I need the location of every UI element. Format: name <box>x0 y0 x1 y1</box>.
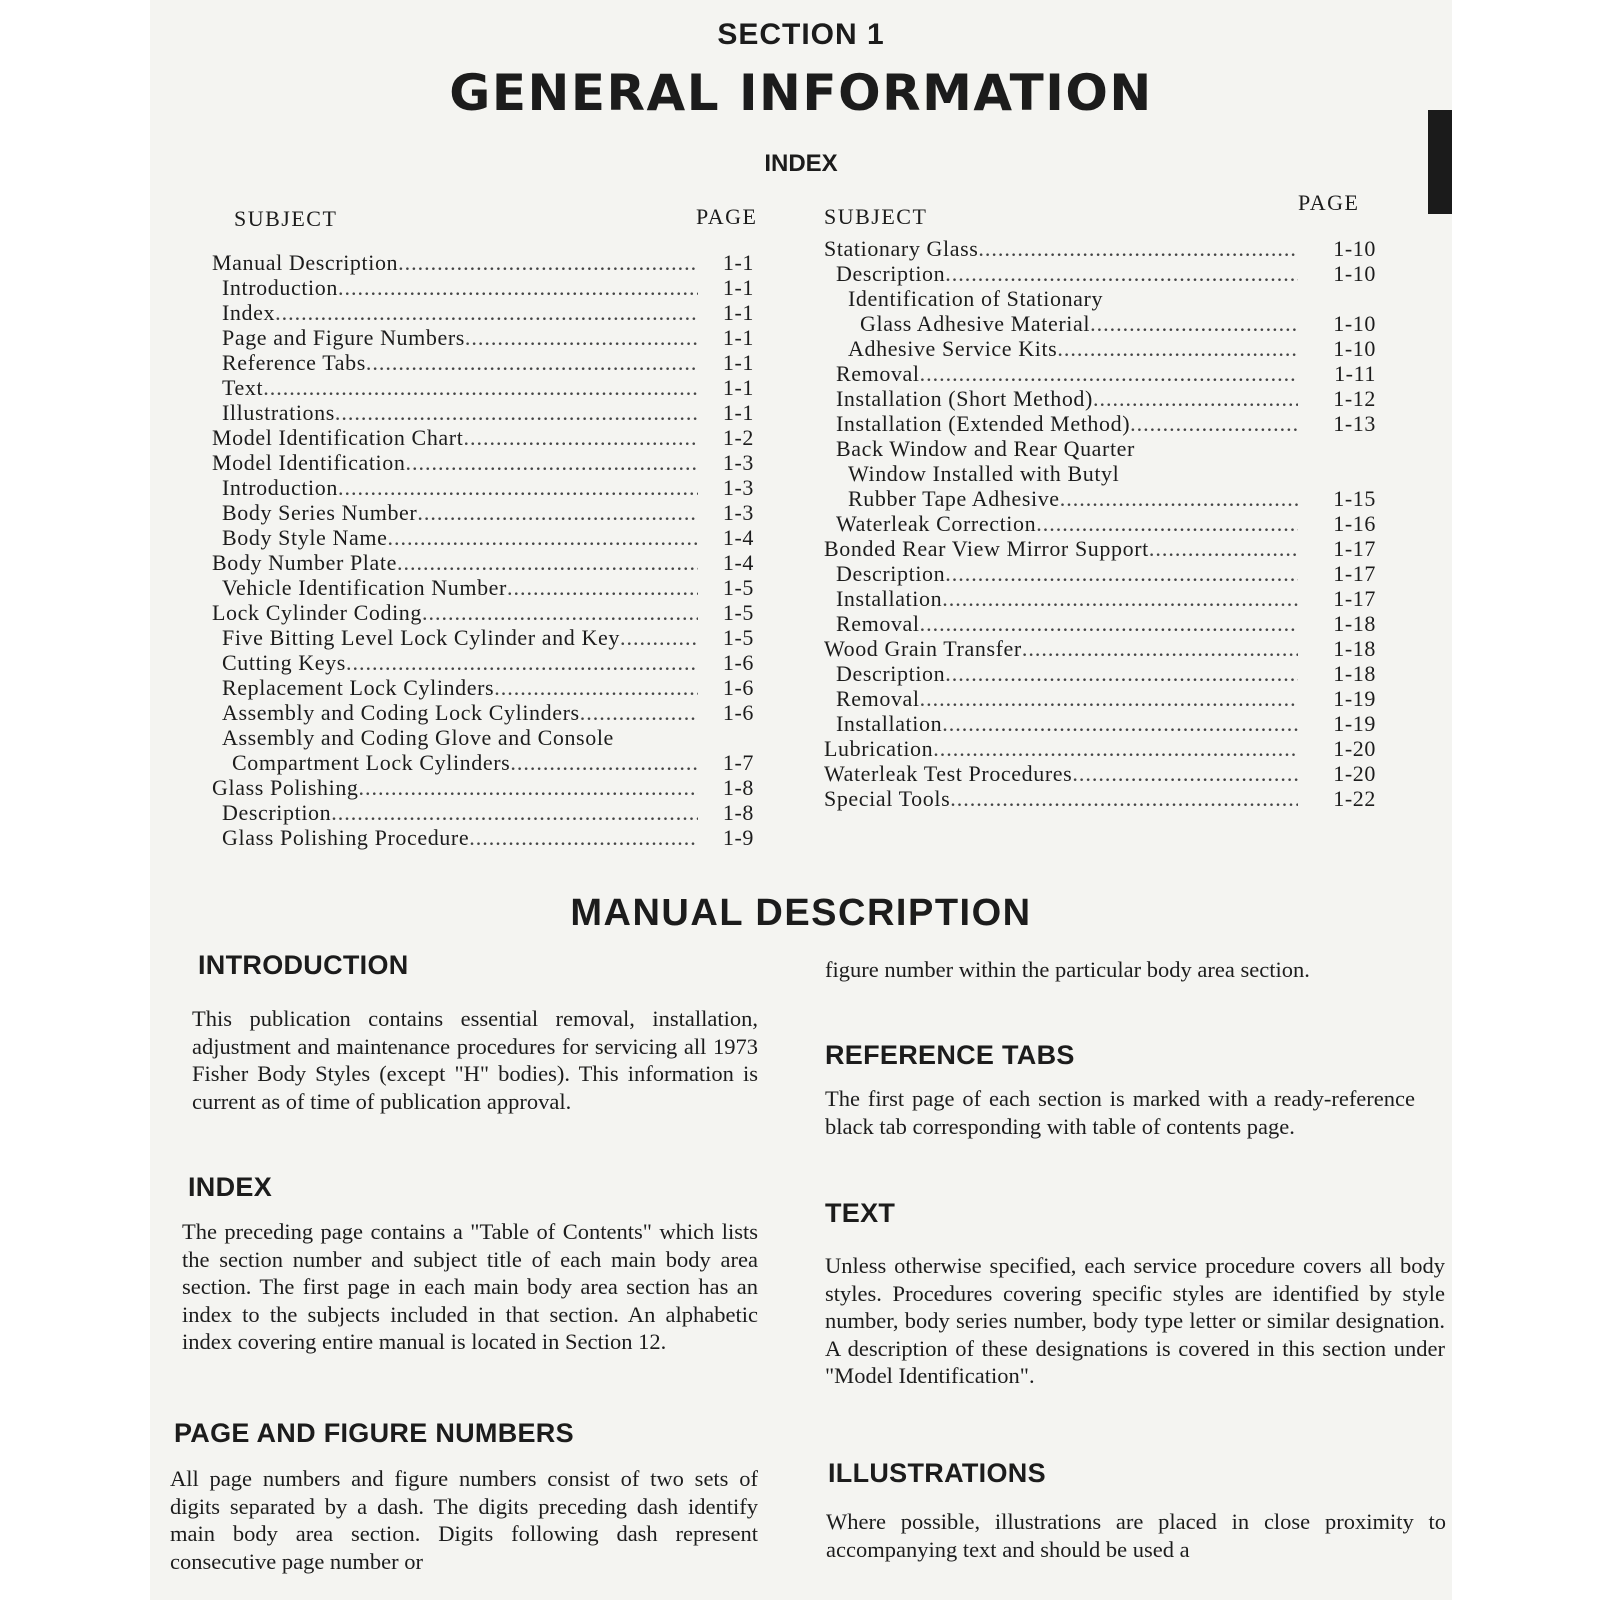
index-entry-page: 1-6 <box>722 675 754 700</box>
dot-leader <box>1072 761 1298 786</box>
index-entry <box>824 361 1376 386</box>
index-entry <box>212 300 754 325</box>
index-entry-page: 1-6 <box>722 700 754 725</box>
index-entry <box>212 250 754 275</box>
index-entry-subject: Model Identification Chart <box>212 425 464 450</box>
dot-leader <box>978 236 1298 261</box>
index-entry <box>212 825 754 850</box>
index-entry-page: 1-11 <box>1334 361 1376 386</box>
index-entry <box>824 411 1376 436</box>
index-entry-subject: Page and Figure Numbers <box>222 325 465 350</box>
index-entry <box>212 725 754 750</box>
index-entry <box>824 736 1376 761</box>
index-entry-subject: Installation (Short Method) <box>836 386 1093 411</box>
index-entry <box>212 425 754 450</box>
index-heading: INDEX <box>764 150 838 177</box>
index-entry-subject: Body Series Number <box>222 500 418 525</box>
index-entry-page: 1-17 <box>1333 536 1376 561</box>
index-entry <box>824 436 1376 461</box>
page-figure-numbers-heading: PAGE AND FIGURE NUMBERS <box>174 1418 574 1448</box>
index-entry-page: 1-1 <box>722 325 754 350</box>
index-entry-subject: Special Tools <box>824 786 951 811</box>
index-entry-subject: Description <box>836 261 946 286</box>
index-entry <box>212 775 754 800</box>
introduction-body: This publication contains essential removal, installation, adjustment and maintenance procedures for servicing all 1973 Fisher Body Styles (except "H" bodies). This information is current as of time of publication approval. <box>192 1006 758 1114</box>
index-entry <box>212 325 754 350</box>
index-entry-subject: Waterleak Test Procedures <box>824 761 1073 786</box>
index-entry <box>824 561 1376 586</box>
index-entry-page: 1-18 <box>1333 661 1376 686</box>
index-entry-page: 1-12 <box>1333 386 1376 411</box>
dot-leader <box>510 750 698 775</box>
index-entry-page: 1-1 <box>722 250 754 275</box>
index-entry-subject: Illustrations <box>222 400 335 425</box>
index-entry <box>212 750 754 775</box>
index-entry-subject: Installation <box>836 711 943 736</box>
index-entry <box>824 661 1376 686</box>
right-page-header: PAGE <box>1298 190 1360 215</box>
index-entry <box>212 600 754 625</box>
index-entry-subject: Removal <box>836 361 920 386</box>
index-entry-subject: Description <box>836 661 946 686</box>
dot-leader <box>275 300 698 325</box>
dot-leader <box>331 800 698 825</box>
index-entry-subject: Bonded Rear View Mirror Support <box>824 536 1149 561</box>
dot-leader <box>387 525 698 550</box>
index-entry-page: 1-17 <box>1333 561 1376 586</box>
index-entry-subject: Lubrication <box>824 736 934 761</box>
dot-leader <box>338 475 698 500</box>
index-entry-subject: Body Number Plate <box>212 550 397 575</box>
index-entry <box>212 475 754 500</box>
index-entry-page: 1-15 <box>1333 486 1376 511</box>
manual-page <box>150 0 1452 1600</box>
index-entry-page: 1-20 <box>1333 761 1376 786</box>
index-entry <box>212 800 754 825</box>
index-entry-subject: Removal <box>836 611 920 636</box>
index-entry <box>824 461 1376 486</box>
index-entry-subject: Description <box>222 800 332 825</box>
index-entry <box>824 686 1376 711</box>
index-entry-page: 1-3 <box>722 500 754 525</box>
dot-leader <box>507 575 698 600</box>
dot-leader <box>1022 636 1298 661</box>
dot-leader <box>920 611 1298 636</box>
dot-leader <box>942 586 1298 611</box>
index-entry-subject: Glass Polishing Procedure <box>222 825 470 850</box>
index-entry-subject: Back Window and Rear Quarter <box>836 436 1135 461</box>
index-entry-page: 1-2 <box>722 425 754 450</box>
section-label: SECTION 1 <box>717 18 885 51</box>
illustrations-body: Where possible, illustrations are placed in close proximity to accompanying text and should be used a <box>826 1509 1446 1562</box>
index-entry <box>824 286 1376 311</box>
dot-leader <box>1060 486 1298 511</box>
index-entry-subject: Body Style Name <box>222 525 388 550</box>
dot-leader <box>397 550 698 575</box>
left-page-header: PAGE <box>696 204 758 229</box>
dot-leader <box>1149 536 1298 561</box>
index-entry-subject: Removal <box>836 686 920 711</box>
dot-leader <box>945 261 1298 286</box>
index-entry-page: 1-1 <box>722 375 754 400</box>
dot-leader <box>950 786 1298 811</box>
index-entry-page: 1-13 <box>1333 411 1376 436</box>
index-entry-page: 1-22 <box>1333 786 1376 811</box>
dot-leader <box>359 775 698 800</box>
index-entry-subject: Manual Description <box>212 250 399 275</box>
index-right-column <box>824 236 1376 811</box>
introduction-heading: INTRODUCTION <box>198 950 409 980</box>
index-entry-subject: Glass Polishing <box>212 775 359 800</box>
index-entry <box>212 400 754 425</box>
dot-leader <box>469 825 698 850</box>
reference-tabs-heading: REFERENCE TABS <box>825 1040 1075 1070</box>
dot-leader <box>398 250 698 275</box>
index-entry-page: 1-3 <box>722 475 754 500</box>
dot-leader <box>1057 336 1298 361</box>
index-entry-page: 1-10 <box>1333 261 1376 286</box>
index-entry-subject: Installation (Extended Method) <box>836 411 1131 436</box>
right-subject-header: SUBJECT <box>824 204 928 229</box>
dot-leader <box>346 650 698 675</box>
index-entry-page: 1-10 <box>1333 311 1376 336</box>
index-entry-page: 1-8 <box>722 800 754 825</box>
index-entry-page: 1-19 <box>1333 686 1376 711</box>
index-entry-subject: Glass Adhesive Material <box>860 311 1091 336</box>
index-entry <box>824 636 1376 661</box>
index-entry-page: 1-4 <box>722 550 754 575</box>
index-entry <box>212 575 754 600</box>
index-entry-subject: Text <box>222 375 264 400</box>
index-entry-subject: Introduction <box>222 275 338 300</box>
index-entry-subject: Model Identification <box>212 450 406 475</box>
index-entry-subject: Introduction <box>222 475 338 500</box>
index-entry <box>212 275 754 300</box>
dot-leader <box>338 275 698 300</box>
dot-leader <box>1036 511 1298 536</box>
dot-leader <box>417 500 698 525</box>
index-entry <box>824 336 1376 361</box>
dot-leader <box>620 625 698 650</box>
dot-leader <box>494 675 698 700</box>
text-body: Unless otherwise specified, each service procedure covers all body styles. Procedures covering specific styles are identified by style number, body series number, body type letter or similar designation. A description of these designations is covered in this section under "Model Identification". <box>825 1253 1445 1388</box>
dot-leader <box>405 450 698 475</box>
reference-tabs-body: The first page of each section is marked with a ready-reference black tab corresponding with table of contents page. <box>825 1086 1415 1139</box>
index-entry <box>824 386 1376 411</box>
index-entry-subject: Five Bitting Level Lock Cylinder and Key <box>222 625 620 650</box>
index-entry-page: 1-4 <box>722 525 754 550</box>
index-entry-subject: Reference Tabs <box>222 350 366 375</box>
dot-leader <box>945 561 1298 586</box>
index-entry <box>212 525 754 550</box>
dot-leader <box>335 400 698 425</box>
index-entry <box>824 786 1376 811</box>
index-entry <box>824 586 1376 611</box>
index-entry-page: 1-1 <box>722 400 754 425</box>
index-entry-page: 1-9 <box>722 825 754 850</box>
index-entry <box>212 650 754 675</box>
index-entry-page: 1-6 <box>722 650 754 675</box>
index-entry-subject: Waterleak Correction <box>836 511 1037 536</box>
index-entry-subject: Compartment Lock Cylinders <box>232 750 511 775</box>
index-entry <box>212 500 754 525</box>
index-entry-subject: Identification of Stationary <box>848 286 1104 311</box>
index-entry <box>212 625 754 650</box>
index-entry-subject: Cutting Keys <box>222 650 346 675</box>
dot-leader <box>1093 386 1298 411</box>
index-entry <box>824 761 1376 786</box>
dot-leader <box>1090 311 1298 336</box>
index-entry-page: 1-5 <box>722 575 754 600</box>
index-entry <box>824 236 1376 261</box>
dot-leader <box>920 686 1298 711</box>
index-entry <box>212 700 754 725</box>
index-entry <box>824 511 1376 536</box>
index-entry-subject: Lock Cylinder Coding <box>212 600 422 625</box>
index-entry-page: 1-1 <box>722 300 754 325</box>
index-section-heading: INDEX <box>188 1172 273 1202</box>
dot-leader <box>422 600 698 625</box>
index-entry-subject: Vehicle Identification Number <box>222 575 507 600</box>
index-entry-page: 1-17 <box>1333 586 1376 611</box>
index-entry-page: 1-3 <box>722 450 754 475</box>
index-entry-page: 1-7 <box>722 750 754 775</box>
dot-leader <box>933 736 1298 761</box>
dot-leader <box>942 711 1298 736</box>
index-entry-subject: Window Installed with Butyl <box>848 461 1120 486</box>
index-entry-page: 1-5 <box>722 625 754 650</box>
index-entry-page: 1-1 <box>722 275 754 300</box>
index-entry-subject: Description <box>836 561 946 586</box>
continued-body: figure number within the particular body area section. <box>825 957 1310 982</box>
index-entry-subject: Index <box>222 300 276 325</box>
index-entry-subject: Stationary Glass <box>824 236 979 261</box>
dot-leader <box>465 325 698 350</box>
index-entry <box>824 611 1376 636</box>
index-entry-subject: Rubber Tape Adhesive <box>848 486 1060 511</box>
index-entry-subject: Replacement Lock Cylinders <box>222 675 495 700</box>
index-entry-page: 1-5 <box>722 600 754 625</box>
dot-leader <box>366 350 698 375</box>
index-entry <box>824 311 1376 336</box>
index-entry-subject: Adhesive Service Kits <box>848 336 1058 361</box>
index-entry <box>212 350 754 375</box>
index-entry <box>212 550 754 575</box>
index-left-column <box>212 250 754 850</box>
index-entry-subject: Assembly and Coding Lock Cylinders <box>222 700 580 725</box>
manual-description-title: MANUAL DESCRIPTION <box>570 892 1032 934</box>
dot-leader <box>580 700 698 725</box>
index-entry <box>824 261 1376 286</box>
dot-leader <box>463 425 698 450</box>
index-entry <box>212 375 754 400</box>
index-entry-page: 1-1 <box>722 350 754 375</box>
index-entry <box>212 675 754 700</box>
dot-leader <box>263 375 698 400</box>
index-entry-page: 1-18 <box>1333 636 1376 661</box>
left-subject-header: SUBJECT <box>234 206 338 231</box>
index-entry-page: 1-19 <box>1333 711 1376 736</box>
dot-leader <box>920 361 1298 386</box>
index-entry-page: 1-10 <box>1333 336 1376 361</box>
index-entry-subject: Wood Grain Transfer <box>824 636 1022 661</box>
index-entry <box>824 486 1376 511</box>
index-entry <box>824 711 1376 736</box>
dot-leader <box>1130 411 1298 436</box>
index-entry-subject: Installation <box>836 586 943 611</box>
index-entry-subject: Assembly and Coding Glove and Console <box>222 725 614 750</box>
dot-leader <box>945 661 1298 686</box>
index-entry <box>824 536 1376 561</box>
index-entry-page: 1-16 <box>1333 511 1376 536</box>
index-entry-page: 1-18 <box>1333 611 1376 636</box>
text-heading: TEXT <box>825 1198 896 1228</box>
page-figure-numbers-body: All page numbers and figure numbers consist of two sets of digits separated by a dash. The digits preceding dash identify main body area section. Digits following dash represent consecutive page number or <box>170 1466 758 1574</box>
index-entry-page: 1-20 <box>1333 736 1376 761</box>
illustrations-heading: ILLUSTRATIONS <box>828 1458 1046 1488</box>
index-entry-page: 1-8 <box>722 775 754 800</box>
page-title: GENERAL INFORMATION <box>449 64 1153 122</box>
index-entry-page: 1-10 <box>1333 236 1376 261</box>
index-entry <box>212 450 754 475</box>
index-section-body: The preceding page contains a "Table of Contents" which lists the section number and subject title of each main body area section. The first page in each main body area section has an index to the subjects included in that section. An alphabetic index covering entire manual is located in Section 12. <box>182 1219 758 1354</box>
